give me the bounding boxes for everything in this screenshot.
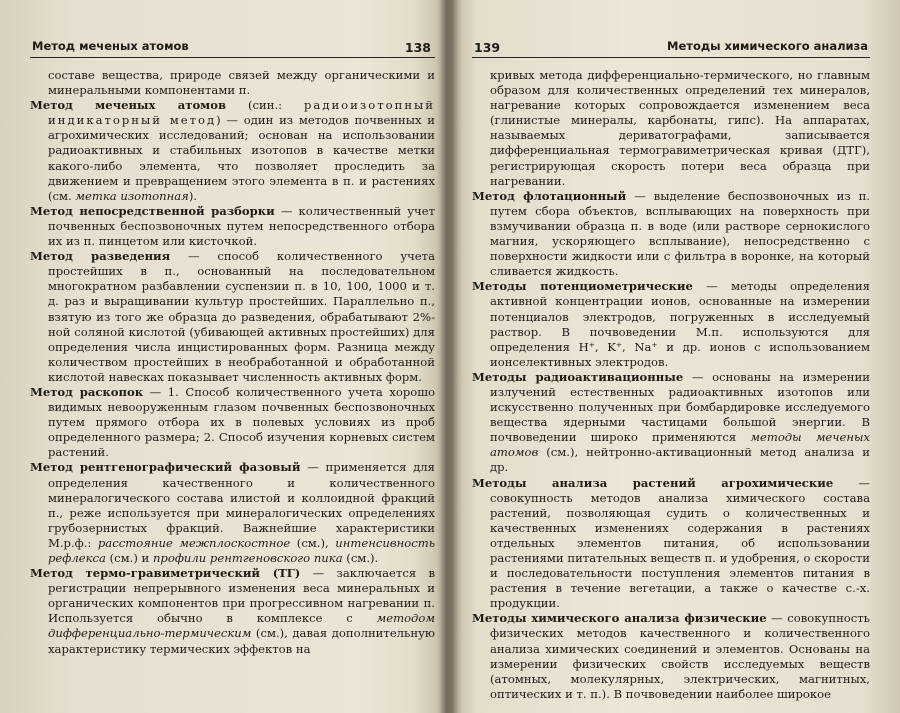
right-page — [472, 0, 870, 713]
dictionary-entry: Методы потенциометрические — методы определения активной концентрации ионов, основанные на измерении потенциалов электродов, погруженных в исследуемый раствор. В почвоведении М.п. используются для определения H⁺, K⁺, Na⁺ и др. ионов с использованием ионселективных электродов. — [472, 279, 870, 369]
dictionary-entry: Методы анализа растений агрохимические — совокупность методов анализа химического состава растений, позволяющая судить о количественных и качественных изменениях содержания в растениях отдельных элементов питания, об использовании растениями питательных веществ п. и удобрения, о скорости и последовательности поступления элементов питания в растения в течение вегетации, а также о качестве с.-х. продукции. — [472, 475, 871, 611]
dictionary-entry: Метод раскопок — 1. Способ количественного учета хорошо видимых невооруженным глазом почвенных беспозвоночных путем прямого отбора их в полевых условиях из проб определенного размера; 2. Способ изучения корневых систем растений. — [30, 384, 436, 460]
dictionary-entry: Метод меченых атомов (син.: радиоизотопный индикаторный метод) — один из методов почвенных и агрохимических исследований; основан на использовании радиоактивных и стабильных изотопов в качестве метки какого-либо элемента, что позволяет проследить за движением и превращением этого элемента в п. и растениях (см. метка изотопная). — [30, 98, 435, 203]
continuation-text: кривых метода дифференциально-термического, но главным образом для количественных определений тех минералов, нагревание которых сопровождается изменением веса (глинистые минералы, карбонаты, гипс). На аппаратах, называемых дериватографами, записывается дифференциальная термогравиметрическая кривая (ДТГ), регистрирующая скорость потери веса образца при нагревании. — [490, 68, 870, 188]
entry-term: Метод разведения — [30, 249, 171, 264]
entry-term: Метод непосредственной разборки — [30, 203, 275, 218]
page-number: 139 — [474, 40, 501, 55]
running-head-title: Методы химического анализа — [667, 39, 868, 53]
dictionary-entry: Метод термо-гравиметрический (ТГ) — заключается в регистрации непрерывного изменения веса минеральных и органических компонентов при прогрессивном нагревании п. Используется обычно в комплексе с методом дифференциально-термическим (см.), давая дополнительную характеристику термических эффектов на — [30, 566, 435, 656]
entry-term: Методы радиоактивационные — [472, 369, 684, 384]
dictionary-entry: Методы радиоактивационные — основаны на измерении излучений естественных радиоактивных изотопов или искусственно полученных при бомбардировке исследуемого вещества ядерными частицами большой энергии. В почвоведении широко применяются методы меченых атомов (см.), нейтронно-активационный метод анализа и др. — [472, 369, 870, 475]
entry-term: Метод термо-гравиметрический (ТГ) — [30, 566, 301, 581]
page-text — [30, 68, 435, 657]
entry-term: Методы потенциометрические — [472, 279, 693, 294]
dictionary-entry: Метод флотационный — выделение беспозвоночных из п. путем сбора объектов, всплывающих на поверхность при взмучивании образца п. в воде (или растворе сернокислого магния, ускоряющего всплывание), непосредственно с поверхности жидкости или с фильтра в воронке, на который сливается жидкость. — [472, 188, 870, 279]
page-number: 138 — [404, 40, 431, 55]
entry-term: Метод флотационный — [472, 188, 627, 203]
entry-term: Метод рентгенографический фазовый — [30, 460, 301, 475]
running-head-title: Метод меченых атомов — [32, 39, 189, 53]
dictionary-entry: Метод рентгенографический фазовый — применяется для определения качественного и количественного минералогического состава илистой и коллоидной фракций п., реже используется при минералогических определениях грубозернистых фракций. Важнейшие характеристики М.р.ф.: расстояние межплоскостное (см.), интенсивность рефлекса (см.) и профили рентгеновского пика (см.). — [30, 460, 435, 565]
entry-term: Метод раскопок — [30, 384, 144, 399]
left-page — [30, 0, 435, 713]
page-text — [472, 68, 870, 702]
dictionary-entry: Метод непосредственной разборки — количественный учет почвенных беспозвоночных путем непосредственного отбора их из п. пинцетом или кисточкой. — [30, 203, 435, 249]
entry-term: Методы химического анализа физические — [472, 611, 767, 626]
dictionary-entry: Метод разведения — способ количественного учета простейших в п., основанный на последовательном многократном разбавлении суспензии п. в 10, 100, 1000 и т. д. раз и выращивании культур простейших. Параллельно п., взятую из того же образца до разведения, обрабатывают 2%-ной соляной кислотой (убивающей активных простейших) для определения числа инцистированных форм. Разница между количеством простейших в необработанной и обработанной кислотой навесках показывает численность активных форм. — [30, 249, 435, 384]
book-gutter — [440, 0, 462, 713]
running-head — [472, 35, 870, 58]
entry-term: Метод меченых атомов — [30, 98, 227, 113]
running-head — [30, 35, 435, 58]
continuation-text: составе вещества, природе связей между органическими и минеральными компонентами п. — [48, 68, 435, 98]
dictionary-entry: Методы химического анализа физические — совокупность физических методов качественного и количественного анализа химических соединений и элементов. Основаны на измерении физических свойств исследуемых веществ (атомных, молекулярных, электрических, магнитных, оптических и т. п.). В почвоведении наиболее широкое — [472, 611, 870, 701]
entry-term: Методы анализа растений агрохимические — [472, 475, 834, 490]
